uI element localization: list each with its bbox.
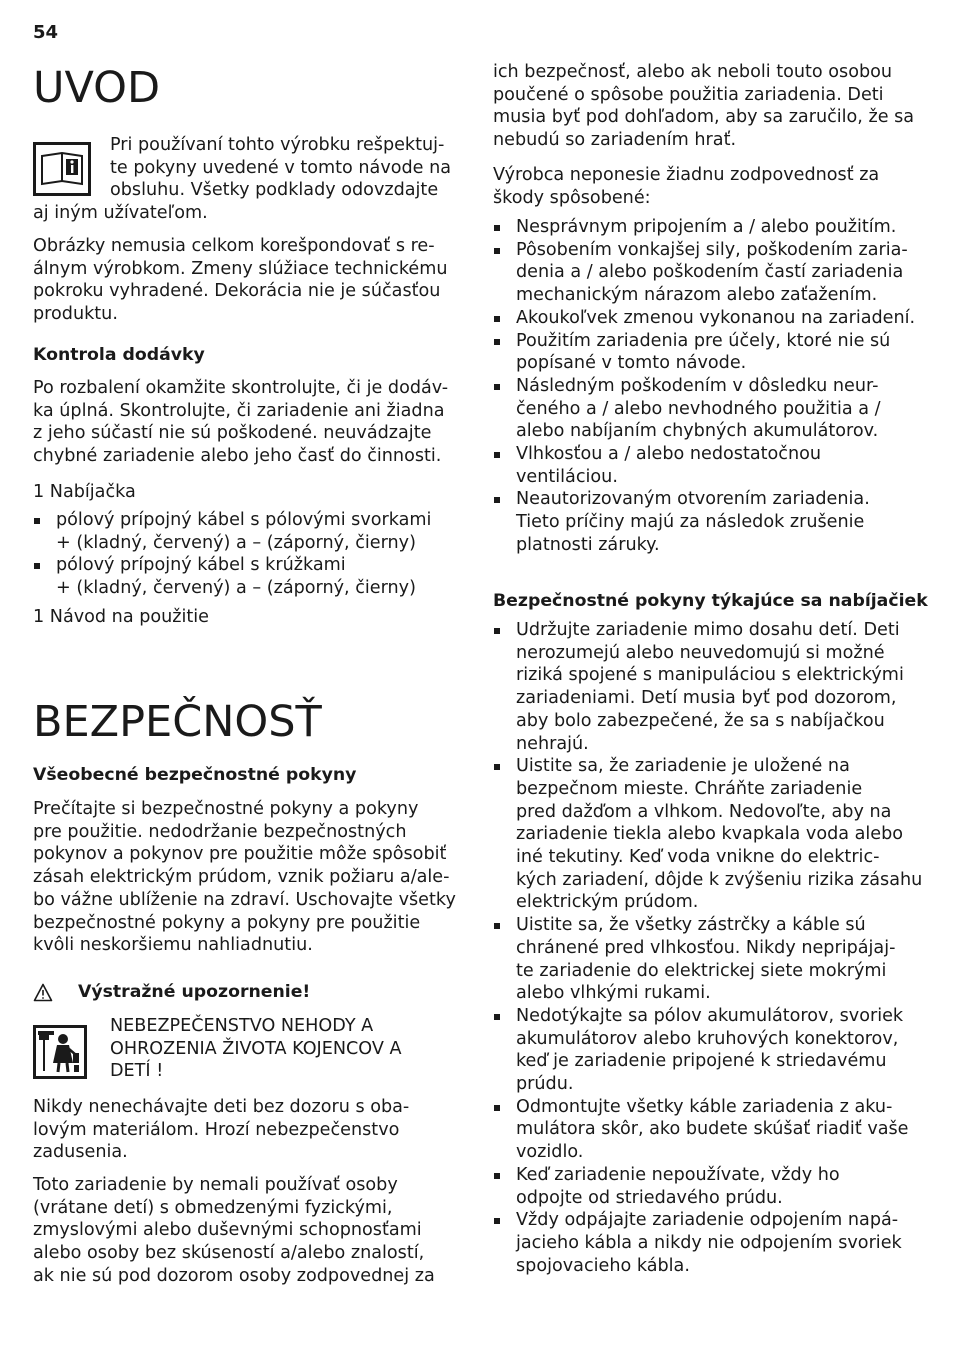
list-item: Keď zariadenie nepoužívate, vždy ho odpojte od striedavého prúdu. [493,1164,922,1209]
supply-list [33,509,431,600]
bezpecnost-heading: BEZPEČNOSŤ [33,697,322,747]
children-warning-text: Nikdy nenechávajte deti bez dozoru s oba- lovým materiálom. Hrozí nebezpečenstvo zadusenia. [33,1097,410,1163]
list-item: Nedotýkajte sa pólov akumulátorov, svoriek akumulátorov alebo kruhových konektorov, keď je zariadenie pripojené k striedavému prúdu. [493,1005,922,1096]
continued-text: ich bezpečnosť, alebo ak neboli touto osobou poučené o spôsobe použitia zariadenia. Deti musia byť pod dohľadom, aby sa zaručilo, že sa nebudú so zariadením hrať. [493,62,915,151]
warning-heading: Výstražné upozornenie! [78,982,311,1002]
list-item: Odmontujte všetky káble zariadenia z aku- mulátora skôr, ako budete skúšať riadiť vaše vozidlo. [493,1096,922,1164]
child-danger-icon [33,1025,87,1083]
item-manual: 1 Návod na použitie [33,607,210,627]
list-item: Akoukoľvek zmenou vykonanou na zariadení. [493,307,915,330]
liability-text: Výrobca neponesie žiadnu zodpovednosť za škody spôsobené: [493,165,880,208]
warning-triangle-icon [33,983,53,1006]
list-item: Uistite sa, že všetky zástrčky a káble sú chránené pred vlhkosťou. Nikdy nepripájaj- te zariadenie do elektrickej siete mokrými alebo vlhkými rukami. [493,914,922,1005]
list-item: Pôsobením vonkajšej sily, poškodením zaria- denia a / alebo poškodením častí zariadenia mechanickým nárazom alebo zaťažením. [493,239,915,307]
list-item: pólový prípojný kábel s krúžkami + (kladný, červený) a – (záporný, čierny) [33,554,431,599]
list-item: Použitím zariadenia pre účely, ktoré nie sú popísané v tomto návode. [493,330,915,375]
list-item: Uistite sa, že zariadenie je uložené na bezpečnom mieste. Chráňte zariadenie pred dažďom a vlhkom. Nedovoľte, aby na zariadenie tiekla alebo kvapkala voda alebo iné tekutiny. Keď voda vnikne do elektric- kých zariadení, dôjde k zvýšeniu rizika zásahu elektrickým prúdom. [493,755,922,914]
liability-list [493,216,915,557]
kontrola-heading: Kontrola dodávky [33,345,205,365]
list-item: pólový prípojný kábel s pólovými svorkami + (kladný, červený) a – (záporný, čierny) [33,509,431,554]
uvod-intro: Pri používaní tohto výrobku rešpektuj- te pokyny uvedené v tomto návode na obsluhu. Všetky podklady odovzdajte aj iným užívateľom. [33,135,452,224]
list-item: Následným poškodením v dôsledku neur- čeného a / alebo nevhodného použitia a / alebo nabíjaním chybných akumulátorov. [493,375,915,443]
page-number: 54 [33,22,59,43]
danger-text: NEBEZPEČENSTVO NEHODY A OHROZENIA ŽIVOTA KOJENCOV A DETÍ ! [110,1016,402,1082]
uvod-paragraph: Obrázky nemusia celkom korešpondovať s re- álnym výrobkom. Zmeny slúžiace technickému pokroku vyhradené. Dekorácia nie je súčasťou produktu. [33,236,448,325]
general-safety-heading: Všeobecné bezpečnostné pokyny [33,765,357,785]
general-safety-text: Prečítajte si bezpečnostné pokyny a pokyny pre použitie. nedodržanie bezpečnostných pokynov a pokynov pre použitie môže spôsobiť zásah elektrickým prúdom, vznik požiaru a/ale- bo vážne ublíženie na zdraví. Uschovajte všetky bezpečnostné pokyny a pokyny pre použitie kvôli neskoršiemu nahliadnutiu. [33,799,456,956]
list-item: Udržujte zariadenie mimo dosahu detí. Deti nerozumejú alebo neuvedomujú si možné riziká spojené s manipuláciou s elektrickými zariadeniami. Detí musia byť pod dozorom, aby bolo zabezpečené, že sa s nabíjačkou nehrajú. [493,619,922,755]
list-item: Vždy odpájajte zariadenie odpojením napá- jacieho kábla a nikdy nie odpojením svoriek spojovacieho kábla. [493,1209,922,1277]
list-item: Neautorizovaným otvorením zariadenia. Tieto príčiny majú za následok zrušenie platnosti záruky. [493,488,915,556]
list-item: Vlhkosťou a / alebo nedostatočnou ventiláciou. [493,443,915,488]
uvod-heading: UVOD [33,63,161,113]
persons-warning-text: Toto zariadenie by nemali používať osoby (vrátane detí) s obmedzenými fyzickými, zmyslovými alebo duševnými schopnosťami alebo osoby bez skúseností a/alebo znalostí, ak nie sú pod dozorom osoby zodpovednej za [33,1175,435,1286]
kontrola-text: Po rozbalení okamžite skontrolujte, či je dodáv- ka úplná. Skontrolujte, či zariadenie ani žiadna z jeho súčastí nie sú poškodené. neuvádzajte chybné zariadenie alebo jeho časť do činnosti. [33,378,449,467]
list-item: Nesprávnym pripojením a / alebo použitím. [493,216,915,239]
item-charger: 1 Nabíjačka [33,482,136,502]
charger-safety-heading: Bezpečnostné pokyny týkajúce sa nabíjačiek [493,591,928,611]
charger-safety-list [493,619,922,1277]
